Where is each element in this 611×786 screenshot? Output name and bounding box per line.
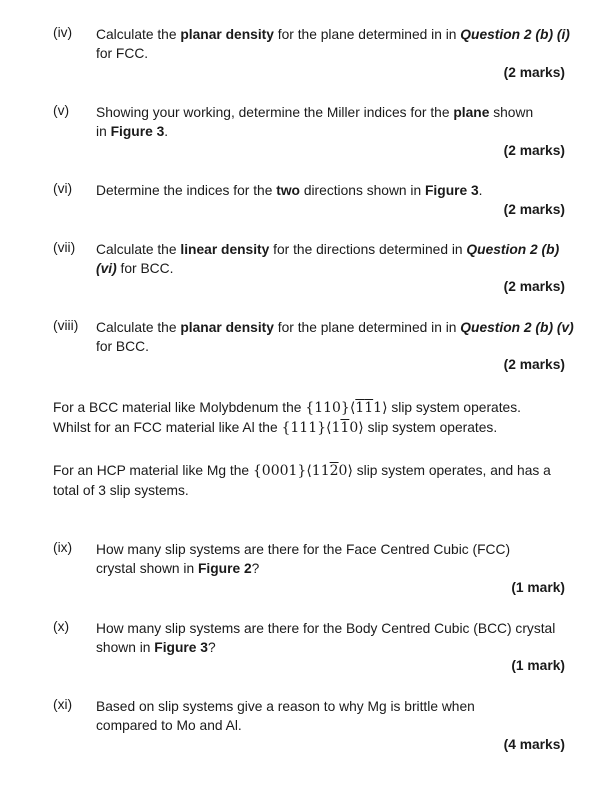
question-number: (viii) — [53, 318, 79, 333]
marks-label: (2 marks) — [503, 202, 565, 217]
marks-label: (2 marks) — [503, 65, 565, 80]
slip-systems-hcp: For an HCP material like Mg the {0001}⟨1120⟩ slip system operates, and has a total of 3 slip systems. — [53, 463, 551, 498]
question-text: Calculate the planar density for the plane determined in in Question 2 (b) (v) for BCC. — [96, 320, 574, 354]
question-number: (xi) — [53, 697, 73, 712]
slip-systems-bcc-fcc — [53, 398, 573, 438]
question-text: Showing your working, determine the Miller indices for the plane shown in Figure 3. — [96, 105, 534, 139]
fcc-slip-line: Whilst for an FCC material like Al the {111}⟨110⟩ slip system operates. — [53, 420, 498, 436]
marks-label: (1 mark) — [511, 658, 565, 673]
marks-label: (2 marks) — [503, 143, 565, 158]
question-number: (ix) — [53, 540, 73, 555]
marks-label: (2 marks) — [503, 357, 565, 372]
question-number: (x) — [53, 619, 70, 634]
marks-label: (4 marks) — [503, 737, 565, 752]
question-text: Based on slip systems give a reason to why Mg is brittle when compared to Mo and Al. — [96, 699, 475, 733]
bcc-slip-line: For a BCC material like Molybdenum the {110}⟨111⟩ slip system operates. — [53, 400, 521, 416]
question-text: How many slip systems are there for the Body Centred Cubic (BCC) crystal shown in Figure 3? — [96, 621, 556, 655]
question-number: (vii) — [53, 240, 76, 255]
question-text: Calculate the planar density for the plane determined in in Question 2 (b) (i) for FCC. — [96, 27, 570, 61]
marks-label: (1 mark) — [511, 580, 565, 595]
question-number: (iv) — [53, 25, 73, 40]
question-number: (v) — [53, 103, 70, 118]
question-text: Determine the indices for the two directions shown in Figure 3. — [96, 183, 483, 198]
marks-label: (2 marks) — [503, 279, 565, 294]
question-text: How many slip systems are there for the Face Centred Cubic (FCC) crystal shown in Figure 2? — [96, 542, 511, 576]
question-text: Calculate the linear density for the directions determined in Question 2 (b) (vi) for BCC. — [96, 242, 560, 276]
question-number: (vi) — [53, 181, 73, 196]
